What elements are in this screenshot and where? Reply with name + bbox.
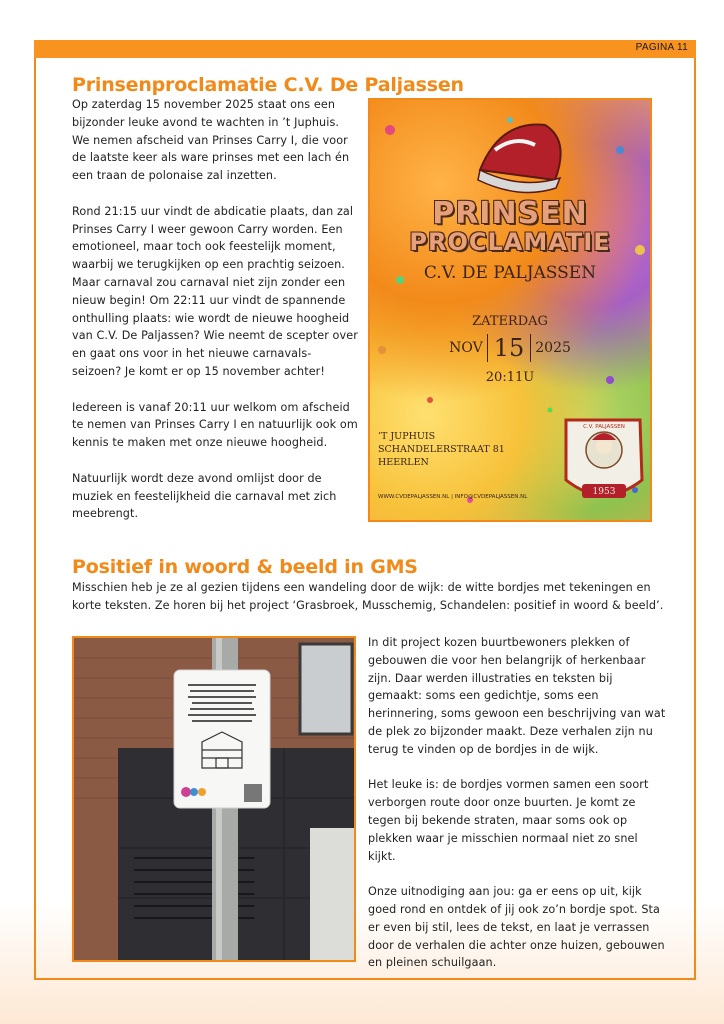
article2-intro: Misschien heb je ze al gezien tijdens een wandeling door de wijk: de witte bordjes met tekeningen en korte teksten. Ze horen bij het project ‘Grasbroek, Musschemig, Schandelen: positief in woord & beeld’. <box>72 581 664 612</box>
article2-title: Positief in woord & beeld in GMS <box>72 556 418 578</box>
poster-title-line1: PRINSEN <box>432 196 588 231</box>
poster-title-line2: PROCLAMATIE <box>409 228 611 256</box>
article1-title: Prinsenproclamatie C.V. De Paljassen <box>72 74 464 96</box>
poster-time: 20:11U <box>485 370 535 385</box>
poster-subtitle: C.V. DE PALJASSEN <box>423 263 597 283</box>
top-bar <box>34 40 696 58</box>
poster-venue <box>378 430 505 469</box>
poster-venue-line: ’T JUPHUIS <box>378 431 436 442</box>
article1-paragraph: Rond 21:15 uur vindt de abdicatie plaats, dan zal Prinses Carry I weer gewoon Carry worden. Een emotioneel, maar toch ook feestelijk moment, waarbij we terugkijken op een prachtig seizoen. Maar carnaval zou carnaval niet zijn zonder een nieuw begin! Om 22:11 uur vindt de spannende onthulling plaats: wie wordt de nieuwe hoogheid van C.V. De Paljassen? Wie neemt de scepter over en gaat ons voor in het nieuwe carnavals-seizoen? Je komt er op 15 november achter! <box>72 204 358 378</box>
poster-venue-line: HEERLEN <box>378 457 429 468</box>
article1-body <box>72 96 358 541</box>
page-number: PAGINA 11 <box>635 42 688 53</box>
poster-day-number: 15 <box>487 334 532 362</box>
article2-paragraph: Onze uitnodiging aan jou: ga er eens op uit, kijk goed rond en ontdek of jij ook zo’n bordje spot. Sta er even bij stil, lees de tekst, en laat je verrassen door de verhalen die achter onze huizen, gebouwen en pleinen schuilgaan. <box>368 885 665 970</box>
badge-text: C.V. PALJASSEN <box>583 424 625 430</box>
photo-illustration <box>74 638 356 962</box>
poster-venue-line: SCHANDELERSTRAAT 81 <box>378 444 505 455</box>
article1-paragraph: Iedereen is vanaf 20:11 uur welkom om afscheid te nemen van Prinses Carry I en natuurlijk ook om kennis te maken met onze nieuwe hoogheid. <box>72 400 358 450</box>
poster-website: WWW.CVDEPALJASSEN.NL | INFO@CVDEPALJASSEN.NL <box>378 494 528 500</box>
street-sign-photo <box>72 636 356 962</box>
poster-day: ZATERDAG <box>472 314 548 329</box>
poster-date <box>370 334 650 362</box>
jester-hat-icon <box>478 125 561 193</box>
article2-body <box>368 634 668 990</box>
poster-year: 2025 <box>535 340 571 356</box>
article1-paragraph: Op zaterdag 15 november 2025 staat ons een bijzonder leuke avond te wachten in ’t Juphuis. We nemen afscheid van Prinses Carry I, die voor de laatste keer als ware prinses met een lach én een traan de polonaise zal inzetten. <box>72 98 350 183</box>
article1-paragraph: Natuurlijk wordt deze avond omlijst door de muziek en feestelijkheid die carnaval met zich meebrengt. <box>72 471 337 521</box>
article2-paragraph: In dit project kozen buurtbewoners plekken of gebouwen die voor hen belangrijk of herkenbaar zijn. Daar werden illustraties en teksten bij gemaakt: soms een gedichtje, soms een herinnering, soms gewoon een beschrijving van wat de plek zo bijzonder maakt. Deze verhalen zijn nu terug te vinden op de bordjes in de wijk. <box>368 636 666 756</box>
poster-month: NOV <box>449 340 483 356</box>
event-poster <box>368 98 652 522</box>
badge-year: 1953 <box>592 487 616 497</box>
article2-paragraph: Het leuke is: de bordjes vormen samen een soort verborgen route door onze buurten. Je komt ze tegen bij bekende straten, maar soms ook op plekken waar je misschien normaal niet zo snel kijkt. <box>368 778 649 863</box>
club-badge-icon <box>566 420 642 498</box>
